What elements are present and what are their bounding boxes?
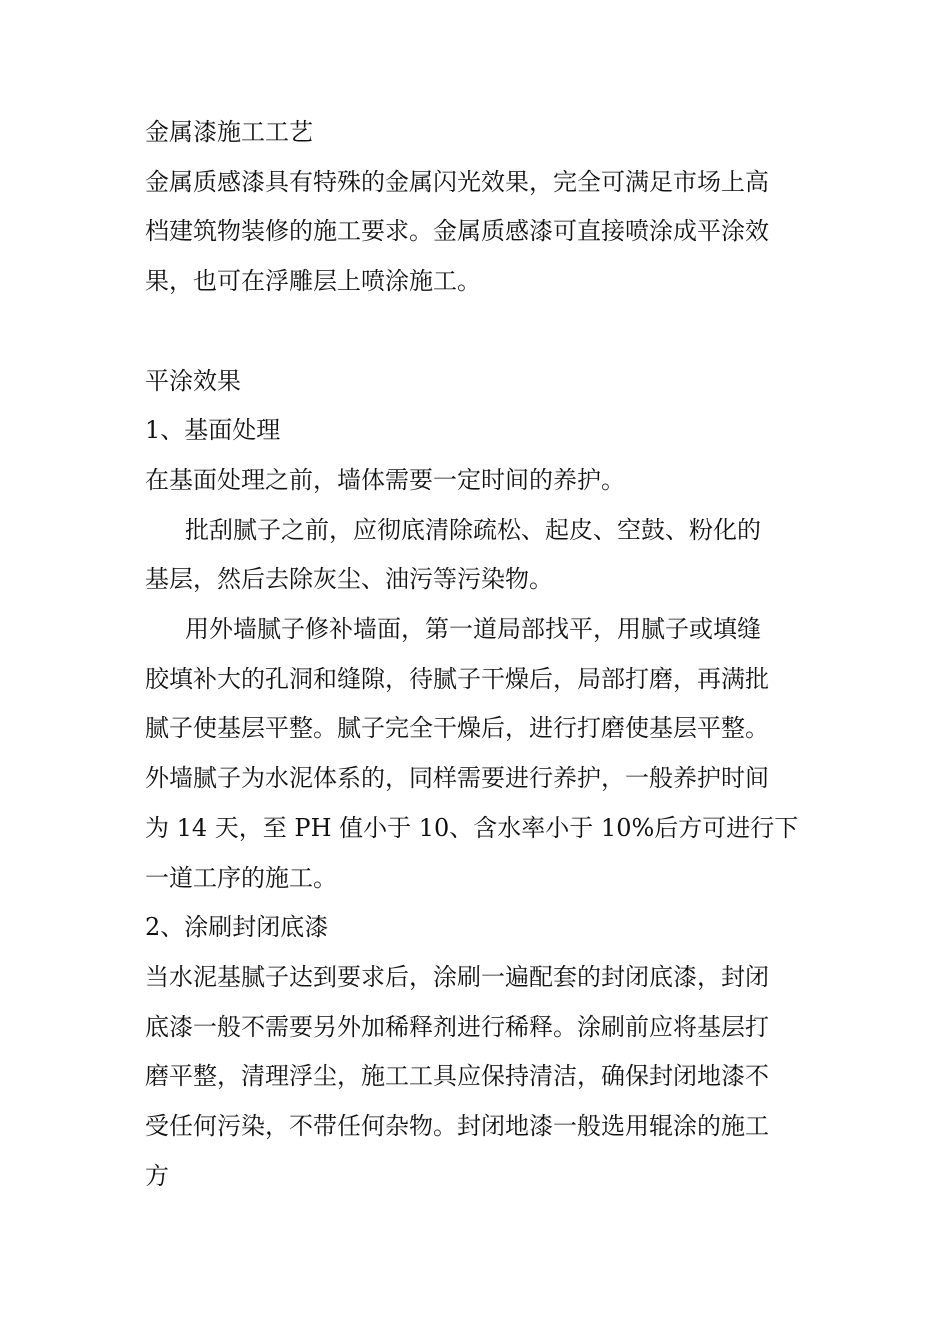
paragraph-line: 胶填补大的孔洞和缝隙，待腻子干燥后，局部打磨，再满批 <box>145 664 769 693</box>
paragraph-line: 一道工序的施工。 <box>145 863 337 892</box>
paragraph-line: 方 <box>145 1161 169 1190</box>
paragraph-line: 用外墙腻子修补墙面，第一道局部找平，用腻子或填缝 <box>185 615 761 644</box>
step-heading: 2、涂刷封闭底漆 <box>145 913 329 942</box>
document-title: 金属漆施工工艺 <box>145 118 313 146</box>
document-body <box>145 108 820 1201</box>
paragraph-line: 腻子使基层平整。腻子完全干燥后，进行打磨使基层平整。 <box>145 714 769 743</box>
paragraph-line: 受任何污染，不带任何杂物。封闭地漆一般选用辊涂的施工 <box>145 1112 769 1141</box>
intro-line: 金属质感漆具有特殊的金属闪光效果，完全可满足市场上高 <box>145 167 769 196</box>
paragraph-line: 底漆一般不需要另外加稀释剂进行稀释。涂刷前应将基层打 <box>145 1012 769 1041</box>
paragraph-line: 为 14 天，至 PH 值小于 10、含水率小于 10%后方可进行下 <box>145 813 799 842</box>
intro-line: 档建筑物装修的施工要求。金属质感漆可直接喷涂成平涂效 <box>145 217 769 246</box>
paragraph-line: 在基面处理之前，墙体需要一定时间的养护。 <box>145 465 625 494</box>
intro-line: 果，也可在浮雕层上喷涂施工。 <box>145 267 481 296</box>
paragraph-line: 批刮腻子之前，应彻底清除疏松、起皮、空鼓、粉化的 <box>185 515 761 544</box>
step-heading: 1、基面处理 <box>145 416 281 445</box>
paragraph-line: 磨平整，清理浮尘，施工工具应保持清洁，确保封闭地漆不 <box>145 1062 769 1091</box>
paragraph-line: 当水泥基腻子达到要求后，涂刷一遍配套的封闭底漆，封闭 <box>145 962 769 991</box>
paragraph-line: 外墙腻子为水泥体系的，同样需要进行养护，一般养护时间 <box>145 764 769 793</box>
blank-line <box>145 307 820 357</box>
section-title: 平涂效果 <box>145 366 241 395</box>
paragraph-line: 基层，然后去除灰尘、油污等污染物。 <box>145 565 553 594</box>
